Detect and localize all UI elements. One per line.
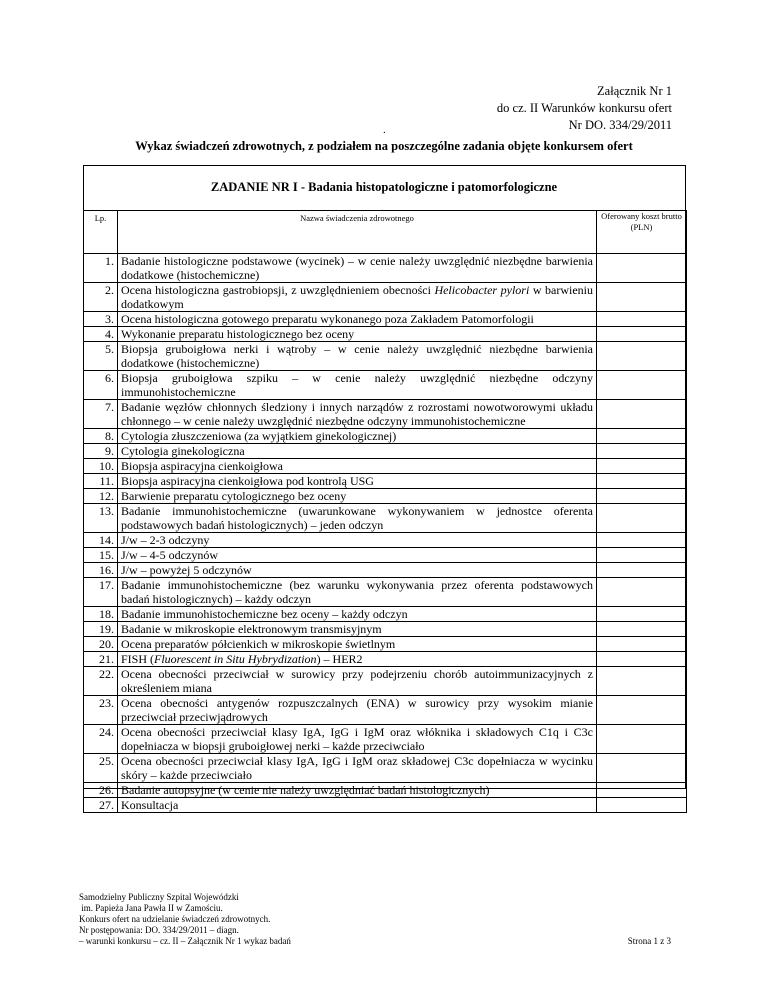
row-number: 19. bbox=[84, 622, 118, 637]
table-row bbox=[84, 607, 687, 622]
price-input-cell[interactable] bbox=[597, 474, 687, 489]
service-name: Ocena obecności przeciwciał klasy IgA, IgG i IgM oraz włóknika i składowych C1q i C3c dopełniacza w biopsji gruboigłowej nerki – każde przeciwciało bbox=[118, 725, 597, 754]
row-number: 13. bbox=[84, 504, 118, 533]
row-number: 20. bbox=[84, 637, 118, 652]
price-input-cell[interactable] bbox=[597, 798, 687, 813]
price-input-cell[interactable] bbox=[597, 783, 687, 798]
table-row bbox=[84, 400, 687, 429]
row-number: 5. bbox=[84, 342, 118, 371]
row-number: 25. bbox=[84, 754, 118, 783]
service-name: Badanie histologiczne podstawowe (wycinek) – w cenie należy uwzględnić niezbędne barwienia dodatkowe (histochemiczne) bbox=[118, 254, 597, 283]
row-number: 24. bbox=[84, 725, 118, 754]
price-input-cell[interactable] bbox=[597, 607, 687, 622]
service-name: Ocena histologiczna gotowego preparatu wykonanego poza Zakładem Patomorfologii bbox=[118, 312, 597, 327]
table-row bbox=[84, 754, 687, 783]
service-name: Badanie w mikroskopie elektronowym transmisyjnym bbox=[118, 622, 597, 637]
service-name: Konsultacja bbox=[118, 798, 597, 813]
footer-line: Samodzielny Publiczny Szpital Wojewódzki bbox=[79, 892, 239, 902]
service-name-text: FISH ( bbox=[121, 652, 155, 666]
service-name-text: w barwieniu dodatkowym bbox=[121, 283, 593, 311]
row-number: 17. bbox=[84, 578, 118, 607]
row-number: 15. bbox=[84, 548, 118, 563]
row-number: 26. bbox=[84, 783, 118, 798]
column-header-lp: Lp. bbox=[84, 211, 118, 254]
row-number: 23. bbox=[84, 696, 118, 725]
footer bbox=[79, 892, 291, 947]
table-row bbox=[84, 459, 687, 474]
table-body bbox=[84, 254, 687, 813]
row-number: 2. bbox=[84, 283, 118, 312]
price-input-cell[interactable] bbox=[597, 254, 687, 283]
table-row bbox=[84, 783, 687, 798]
row-number: 22. bbox=[84, 667, 118, 696]
price-input-cell[interactable] bbox=[597, 400, 687, 429]
price-input-cell[interactable] bbox=[597, 342, 687, 371]
table-row bbox=[84, 578, 687, 607]
table-row bbox=[84, 327, 687, 342]
service-name-italic: Helicobacter pylori bbox=[434, 283, 530, 297]
table-row bbox=[84, 283, 687, 312]
service-name: Badanie autopsyjne (w cenie nie należy uwzględniać badań histologicznych) bbox=[118, 783, 597, 798]
row-number: 8. bbox=[84, 429, 118, 444]
price-input-cell[interactable] bbox=[597, 489, 687, 504]
service-name: Badanie immunohistochemiczne (bez warunku wykonywania przez oferenta podstawowych badań histologicznych) – każdy odczyn bbox=[118, 578, 597, 607]
annex-header bbox=[497, 83, 672, 134]
price-input-cell[interactable] bbox=[597, 652, 687, 667]
price-input-cell[interactable] bbox=[597, 312, 687, 327]
footer-line: – warunki konkursu – cz. II – Załącznik Nr 1 wykaz badań bbox=[79, 936, 291, 946]
table-row bbox=[84, 622, 687, 637]
table-row bbox=[84, 254, 687, 283]
table-row bbox=[84, 371, 687, 400]
separator-dot: . bbox=[383, 124, 386, 136]
annex-part: do cz. II Warunków konkursu ofert bbox=[496, 101, 672, 115]
annex-label: Załącznik Nr 1 bbox=[597, 84, 672, 98]
price-input-cell[interactable] bbox=[597, 371, 687, 400]
table-header-row bbox=[84, 211, 687, 254]
service-name: Cytologia złuszczeniowa (za wyjątkiem ginekologicznej) bbox=[118, 429, 597, 444]
table-row bbox=[84, 725, 687, 754]
price-input-cell[interactable] bbox=[597, 696, 687, 725]
annex-number: Nr DO. 334/29/2011 bbox=[568, 118, 672, 132]
service-name: Badanie immunohistochemiczne bez oceny – każdy odczyn bbox=[118, 607, 597, 622]
price-input-cell[interactable] bbox=[597, 444, 687, 459]
table-row bbox=[84, 444, 687, 459]
table-row bbox=[84, 504, 687, 533]
table-row bbox=[84, 429, 687, 444]
row-number: 12. bbox=[84, 489, 118, 504]
table-row bbox=[84, 489, 687, 504]
price-input-cell[interactable] bbox=[597, 667, 687, 696]
document-title: Wykaz świadczeń zdrowotnych, z podziałem na poszczególne zadania objęte konkursem ofert bbox=[135, 139, 633, 153]
service-name: Badanie węzłów chłonnych śledziony i innych narządów z rozrostami nowotworowymi układu chłonnego – w cenie należy uwzględnić niezbędne odczyny immunohistochemiczne bbox=[118, 400, 597, 429]
row-number: 9. bbox=[84, 444, 118, 459]
footer-line: Konkurs ofert na udzielanie świadczeń zdrowotnych. bbox=[79, 914, 271, 924]
table-row bbox=[84, 548, 687, 563]
table-row bbox=[84, 667, 687, 696]
service-name: J/w – 4-5 odczynów bbox=[118, 548, 597, 563]
service-name: Ocena obecności przeciwciał klasy IgA, IgG i IgM oraz składowej C3c dopełniacza w wycinku skóry – każde przeciwciało bbox=[118, 754, 597, 783]
column-header-price: Oferowany koszt brutto (PLN) bbox=[597, 211, 687, 254]
table-row bbox=[84, 798, 687, 813]
price-input-cell[interactable] bbox=[597, 725, 687, 754]
service-name: Ocena obecności przeciwciał w surowicy przy podejrzeniu chorób autoimmunizacyjnych z określeniem miana bbox=[118, 667, 597, 696]
service-name: Biopsja gruboigłowa szpiku – w cenie należy uwzględnić niezbędne odczyny immunohistochemiczne bbox=[118, 371, 597, 400]
service-name: Biopsja aspiracyjna cienkoigłowa bbox=[118, 459, 597, 474]
service-name: Wykonanie preparatu histologicznego bez oceny bbox=[118, 327, 597, 342]
row-number: 3. bbox=[84, 312, 118, 327]
row-number: 21. bbox=[84, 652, 118, 667]
service-name: J/w – 2-3 odczyny bbox=[118, 533, 597, 548]
service-name-italic: Fluorescent in Situ Hybrydization bbox=[154, 652, 317, 666]
service-name-text: ) – HER2 bbox=[316, 652, 363, 666]
footer-line: Nr postępowania: DO. 334/29/2011 – diagn. bbox=[79, 925, 239, 935]
services-table bbox=[83, 210, 687, 813]
row-number: 27. bbox=[84, 798, 118, 813]
service-name: Biopsja aspiracyjna cienkoigłowa pod kontrolą USG bbox=[118, 474, 597, 489]
row-number: 1. bbox=[84, 254, 118, 283]
service-name: Biopsja gruboigłowa nerki i wątroby – w cenie należy uwzględnić niezbędne barwienia dodatkowe (histochemiczne) bbox=[118, 342, 597, 371]
price-input-cell[interactable] bbox=[597, 754, 687, 783]
row-number: 6. bbox=[84, 371, 118, 400]
price-input-cell[interactable] bbox=[597, 327, 687, 342]
price-input-cell[interactable] bbox=[597, 563, 687, 578]
row-number: 18. bbox=[84, 607, 118, 622]
price-input-cell[interactable] bbox=[597, 548, 687, 563]
row-number: 11. bbox=[84, 474, 118, 489]
table-row bbox=[84, 637, 687, 652]
row-number: 16. bbox=[84, 563, 118, 578]
table-row bbox=[84, 474, 687, 489]
row-number: 7. bbox=[84, 400, 118, 429]
price-input-cell[interactable] bbox=[597, 429, 687, 444]
price-input-cell[interactable] bbox=[597, 578, 687, 607]
row-number: 10. bbox=[84, 459, 118, 474]
service-name: J/w – powyżej 5 odczynów bbox=[118, 563, 597, 578]
service-name-text: Ocena histologiczna gastrobiopsji, z uwzględnieniem obecności bbox=[121, 283, 435, 297]
price-input-cell[interactable] bbox=[597, 622, 687, 637]
table-row bbox=[84, 563, 687, 578]
price-input-cell[interactable] bbox=[597, 637, 687, 652]
service-name: Ocena obecności antygenów rozpuszczalnych (ENA) w surowicy przy wysokim mianie przeciwciał przeciwjądrowych bbox=[118, 696, 597, 725]
price-input-cell[interactable] bbox=[597, 283, 687, 312]
row-number: 14. bbox=[84, 533, 118, 548]
service-name: Ocena preparatów półcienkich w mikroskopie świetlnym bbox=[118, 637, 597, 652]
table-row bbox=[84, 652, 687, 667]
page-number: Strona 1 z 3 bbox=[627, 936, 671, 946]
price-input-cell[interactable] bbox=[597, 459, 687, 474]
row-number: 4. bbox=[84, 327, 118, 342]
service-name bbox=[118, 652, 597, 667]
table-row bbox=[84, 533, 687, 548]
table-row bbox=[84, 696, 687, 725]
price-input-cell[interactable] bbox=[597, 504, 687, 533]
service-name: Cytologia ginekologiczna bbox=[118, 444, 597, 459]
service-name bbox=[118, 283, 597, 312]
column-header-name: Nazwa świadczenia zdrowotnego bbox=[118, 211, 597, 254]
task-title: ZADANIE NR I - Badania histopatologiczne i patomorfologiczne bbox=[210, 180, 558, 194]
table-row bbox=[84, 312, 687, 327]
service-name: Barwienie preparatu cytologicznego bez oceny bbox=[118, 489, 597, 504]
price-input-cell[interactable] bbox=[597, 533, 687, 548]
service-name: Badanie immunohistochemiczne (uwarunkowane wykonywaniem w jednostce oferenta podstawowych badań histologicznych) – jeden odczyn bbox=[118, 504, 597, 533]
footer-line: im. Papieża Jana Pawła II w Zamościu. bbox=[79, 903, 223, 913]
table-row bbox=[84, 342, 687, 371]
